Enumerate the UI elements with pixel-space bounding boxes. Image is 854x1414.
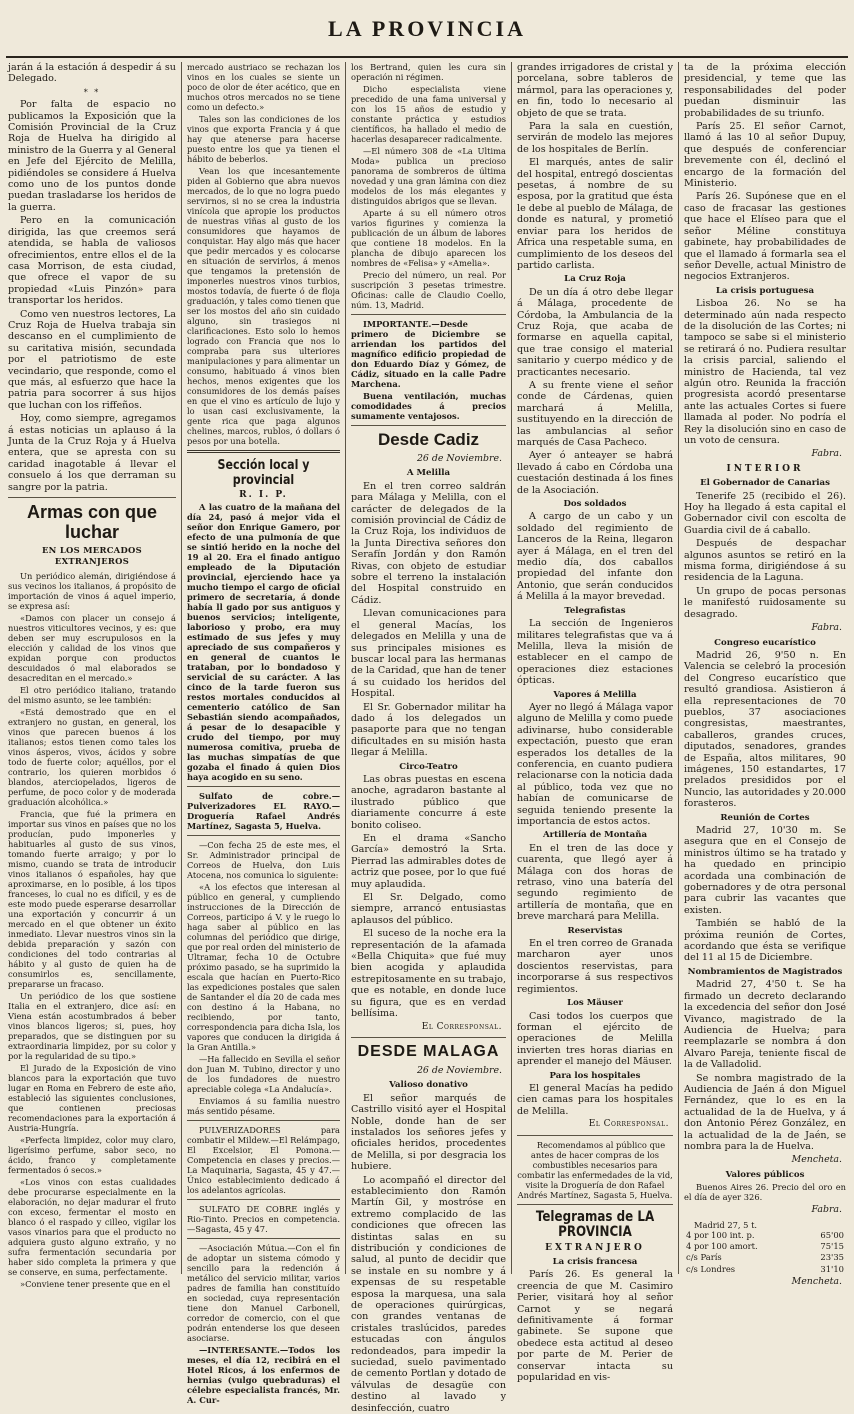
signature: Mencheta.	[791, 1276, 842, 1288]
section-rule	[187, 1238, 340, 1239]
article-text: Un periódico alemán, dirigiéndose á sus vecinos los italianos, á propósito de importación de vinos á aquel imperio, se expresa así:	[8, 570, 176, 611]
section-rule	[351, 1037, 506, 1038]
subhead-circo: Circo-Teatro	[399, 761, 458, 772]
article-text: «A los efectos que interesan al público en general, y cumpliendo instrucciones de la Dirección de Correos, participo á V. y le ruego lo haga saber al público en las columnas del periódico que dirige, que por real orden del ministerio de Ultramar, fecha 10 de Octubre próximo pasado, se ha suprimido la escala que hacían en Puerto-Rico las expediciones postales que salen de Santander el día 20 de cada mes con destino á la Habana, no recibiendo, por tanto, correspondencia para dicha Isla, los vapores que conducen la dirigida á la Gran Antilla.»	[187, 882, 340, 1052]
article-text: Ayer ó anteayer se habrá llevado á cabo en Córdoba una cuestación destinada á los fines de la Asociación.	[517, 450, 673, 496]
advert-drogueria: Recomendamos al público que antes de hacer compras de los combustibles necesarios para combatir las enfermedades de la vid, visite la Droguería de don Rafael Andrés Martínez, Sagasta 5, Huelva.	[517, 1139, 673, 1200]
article-text: «Damos con placer un consejo á nuestros viticultores vecinos, y es: que deben ser muy escrupulosos en la elección y calidad de los vinos que expidan porque con productos descuidados ó mal elaborados se desacreditan en el mercado.»	[8, 612, 176, 683]
article-text: Tenerife 25 (recibido el 26). Hoy ha llegado á esta capital el Gobernador civil con escolta de Guardia civil de á caballo.	[684, 490, 846, 536]
article-text: Las obras puestas en escena anoche, agradaron bastante al ilustrado público que diariamente concurre á este bonito coliseo.	[351, 773, 506, 831]
article-text: —INTERESANTE.—Todos los meses, el día 12, recibirá en el Hotel Ricos, á los enfermos de hernias (vulgo quebraduras) el célebre especialista francés, Mr. A. Cur-	[187, 1345, 340, 1405]
signature: Fabra.	[811, 1204, 842, 1216]
article-text: El suceso de la noche era la representación de la afamada «Bella Chiquita» que fué muy bien acogida y aplaudida estrepitosamente en su trabajo, que es notable, en donde luce su figura, que es en verdad bellísima.	[351, 928, 506, 1020]
article-text: jarán á la estación á despedir á su Delegado.	[8, 62, 176, 85]
section-rule	[351, 314, 506, 315]
quote-row	[684, 1264, 846, 1275]
quotes-table	[684, 1230, 846, 1276]
article-text: «Está demostrado que en el extranjero no gustan, en general, los vinos que parecen buenos á los italianos; estos tienen como tales los vinos ásperos, vivos, ácidos y sobre todo de fuerte color; aquéllos, por el contrario, los quieren morbidos ó blandos, aterciopelados, ligeros de perfume, de poco color y de moderada graduación alcohólica.»	[8, 706, 176, 807]
article-text: Un periódico de los que sostiene Italia en el extranjero, dice así: en Viena están acostumbrados á beber vinos blancos ligeros; si, pues, hoy preparados, que se distinguen por su extraordinaria limpidez, por su color y por la regularidad de su tipo.»	[8, 990, 176, 1061]
article-text: —Con fecha 25 de este mes, el Sr. Administrador principal de Correos de Huelva, don Luis Atocena, nos comunica lo siguiente:	[187, 840, 340, 880]
article-text: A su frente viene el señor conde de Cárdenas, quien marchará á Melilla, sustituyendo en la dirección de las ambulancias al señor marqués de Casa Pacheco.	[517, 379, 673, 448]
article-text: —El número 308 de «La Ultima Moda» publica un precioso panorama de sombreros de última novedad y una gran lámina con diez modelos de los más elegantes y distinguidos abrigos que se llevan.	[351, 146, 506, 206]
column-divider	[511, 62, 512, 1274]
article-text: El Jurado de la Exposición de vino blancos para la exportación que tuvo lugar en Roma en Febrero de este año, estableció las siguientes conclusiones, que contienen preciosas recomendaciones para la exportación á Austria-Hungría.	[8, 1062, 176, 1133]
article-text: Casi todos los cuerpos que forman el ejército de operaciones de Melilla invierten tres horas diarias en aprender el manejo del Mäuser.	[517, 1010, 673, 1068]
article-text: El Sr. Gobernador militar ha dado á los delegados un pasaporte para que no tengan dificultades en su misión hasta llegar á Melilla.	[351, 701, 506, 759]
article-text: Francia, que fué la primera en importar sus vinos en países que no los producían, pudo imponerles y habituarles al gusto de sus vinos, tomando fuerte arraigo; y por lo mismo, cuando se trata de introducir vinos italianos ó españoles, hay que aproximarse, en lo posible, á los tipos franceses, lo cual no es difícil, y es de este modo puede esperarse desarrollar una exportación y concurrir á un mercado en el que obtener un éxito inmediato. Llevar nuestros vinos sin la debida preparación y sazón con condiciones del todo contrarias al hábito y al gusto de quien ha de consumirlos es, sencillamente, prepararse un fracaso.	[8, 808, 176, 989]
article-text: Dicho especialista viene precedido de una fama universal y con los 15 años de estudio y constante práctica y estudios científicos, ha hallado el medio de hacerlas desaparecer radicalmente.	[351, 84, 506, 144]
quote-label: c/s París	[686, 1252, 722, 1263]
article-text: El Sr. Delgado, como siempre, arrancó entusiastas aplausos del público.	[351, 892, 506, 926]
section-extranjero: EXTRANJERO	[545, 1242, 645, 1253]
article-text: Después de despachar algunos asuntos se retiró en la misma forma, dirigiéndose á su residencia de la Laguna.	[684, 538, 846, 584]
headline-desde-malaga: DESDE MALAGA	[357, 1042, 500, 1060]
page-title: LA PROVINCIA	[328, 16, 526, 41]
article-text: ta de la próxima elección presidencial, y teme que las responsabilidades del poder puedan disminuir las probabilidades de su triunfo.	[684, 62, 846, 119]
quote-label: c/s Londres	[686, 1263, 736, 1274]
article-text: Llevan comunicaciones para el general Macías, los delegados en Melilla y una de sus principales misiones es buscar local para las hermanas de la Caridad, que han de tener á su cuidado los heridos del Hospital.	[351, 608, 506, 700]
section-rule	[517, 1204, 673, 1205]
masthead	[0, 8, 854, 50]
subhead-nombramientos: Nombramientos de Magistrados	[687, 966, 843, 977]
article-text: El señor marqués de Castrillo visitó ayer el Hospital Noble, donde han de ser instalados los señores jefes y oficiales heridos, procedentes de Melilla, si por desgracia los hubiere.	[351, 1092, 506, 1173]
quote-value: 75'15	[820, 1241, 844, 1251]
article-text: Para la sala en cuestión, servirán de modelo las mejores de los hospitales de Berlín.	[517, 121, 673, 155]
section-rule	[187, 1199, 340, 1200]
subhead-donativo: Valioso donativo	[389, 1080, 468, 1091]
article-text: El general Macías ha pedido cien camas para los hospitales de Melilla.	[517, 1082, 673, 1117]
signature: Fabra.	[811, 622, 842, 634]
article-text: Lisboa 26. No se ha determinado aún nada respecto de la disolución de las Cortes; ni tampoco se sabe si el ministerio se retirará ó no. Pudiera resultar la crisis parcial, saliendo el ministro de Hacienda, tal vez algún otro. Reunida la fracción progresista acordó presentarse ante las actuales Cortes si fuere llamada al poder. No podría el Rey la disolución sino en caso de un voto de censura.	[684, 298, 846, 446]
section-rule	[187, 786, 340, 787]
section-rule	[187, 1120, 340, 1121]
quote-row	[684, 1241, 846, 1252]
column-2	[187, 62, 340, 1405]
rip-heading: R. I. P.	[239, 490, 288, 500]
article-text: «Los vinos con estas cualidades debe procurarse especialmente en la elaboración, no dejar madurar el fruto con exceso, fermentar el mosto en blanco ó el raspado y cilleo, vigilar los vasos vinarios para que el producto no adquiera gusto alguno extraño, y no sufra fermentación secundaria por haber sido completa la primera y que se conserve, en suma, perfectamente.	[8, 1176, 176, 1277]
article-text: Madrid 27, 4'50 t. Se ha firmado un decreto declarando la excedencia del señor don José Vivanco, magistrado de la Audiencia de Huelva; para reemplazarle se nombra á don Alvaro Pareja, teniente fiscal de la de Valladolid.	[684, 979, 846, 1071]
article-text: —Ha fallecido en Sevilla el señor don Juan M. Tubino, director y uno de los fundadores de nuestro apreciable colega «La Andalucía».	[187, 1054, 340, 1094]
dateline: 26 de Noviembre.	[416, 1064, 502, 1076]
section-rule	[517, 1135, 673, 1136]
fx-header: Madrid 27, 5 t.	[694, 1219, 758, 1230]
subhead-congreso: Congreso eucarístico	[714, 637, 816, 648]
section-rule	[187, 450, 340, 453]
article-text: grandes irrigadores de cristal y porcelana, sobre tableros de mármol, para las operaciones y, en fin, todo lo necesario al objeto de que se trata.	[517, 62, 673, 119]
quote-value: 65'00	[820, 1229, 844, 1240]
signature: El Corresponsal.	[421, 1021, 502, 1032]
article-text: A cargo de un cabo y un soldado del regimiento de Lanceros de la Reina, llegaron ayer á Málaga, en el tren del medio día, dos caballos propiedad del infante don Antonio, que serán conducidos á Melilla á la mayor brevedad.	[517, 511, 673, 603]
article-text: En el tren correo saldrán para Málaga y Melilla, con el carácter de delegados de la comisión provincial de Cádiz de la Cruz Roja, los individuos de la Junta Directiva señores don Serafín Jordán y don Ramón Rivas, con objeto de estudiar sobre el terreno la instalación del Hospital construido en Cádiz.	[351, 480, 506, 606]
subhead-vapores: Vapores á Melilla	[553, 689, 637, 700]
article-text: Buenos Aires 26. Precio del oro en el día de ayer 326.	[684, 1182, 846, 1203]
article-text: Ayer no llegó á Málaga vapor alguno de Melilla y como puede adivinarse, hubo considerable expectación, puesto que eran esperados los detalles de la conferencia, en cuanto pudiera relacionarse con la noticia dada al público, toda vez que no habían de comunicarse de seguida teniendo presente la importancia de estos actos.	[517, 701, 673, 827]
advert-importante: IMPORTANTE.—Desde primero de Diciembre se arriendan los partidos del magnífico edificio propiedad de don Eduardo Díaz y Gómez, de Cádiz, situado en la calle Padre Marchena.	[351, 319, 506, 389]
subhead-melilla: A Melilla	[406, 468, 451, 479]
article-text: De un día á otro debe llegar á Málaga, procedente de Córdoba, la Ambulancia de la Cruz Roja, que acaba de formarse en aquella capital, que trae consigo el material sanitario y cuerpo médico y de practicantes necesario.	[517, 286, 673, 378]
article-text: Como ven nuestros lectores, La Cruz Roja de Huelva trabaja sin descanso en el cumplimiento de su caritativa misión, secundada por el patriotismo de este vecindario, que responde, como el que más, al esfuerzo que hace la patria para socorrer á sus hijos que luchan con los riffeños.	[8, 308, 176, 411]
article-text: El marqués, antes de salir del hospital, entregó doscientas pesetas, á nombre de su esposa, por la gratitud que ésta le debe al pueblo de Málaga, de donde es natural, y prometió enviar para los heridos de Africa una respetable suma, en cumplimiento de los deseos del partido carlista.	[517, 157, 673, 271]
advert-ventilacion: Buena ventilación, muchas comodidades á precios sumamente ventajosos.	[351, 391, 506, 421]
subhead-hospitales: Para los hospitales	[549, 1070, 641, 1081]
article-text: Tales son las condiciones de los vinos que exporta Francia y á que hay que atenerse para hacerse puesto entre los que ya tienen el hábito de beberlos.	[187, 114, 340, 164]
article-text: «Perfecta limpidez, color muy claro, ligerísimo perfume, sabor seco, no ácido, franco y completamente fermentados ó secos.»	[8, 1134, 176, 1175]
article-text: A las cuatro de la mañana del día 24, pasó á mejor vida el señor don Enrique Gamero, por efecto de una pulmonía de que se sintió herido en la noche del 19 al 20. Era el finado antiguo empleado de la Diputación provincial, ejerciendo hace ya mucho tiempo el cargo de oficial primero de secretaría, á donde había ll gado por sus antiguos y buenos servicios; inteligente, laborioso y probo, era muy estimado de sus jefes y muy apreciado de sus compañeros y en general de cuantos le trataban, por lo bondadoso y servicial de su carácter. A las cinco de la tarde fueron sus restos mortales conducidos al cementerio católico de San Sebastián siendo acompañados, á pesar de lo desapacible y crudo del tiempo, por muy numerosa comitiva, prueba de las muchas simpatías de que gozaba el finado á quien Dios haya acogido en su seno.	[187, 502, 340, 782]
article-text: En el drama «Sancho García» demostró la Srta. Pierrad las admirables dotes de actriz que posee, por lo que fué muy aplaudida.	[351, 833, 506, 890]
article-text: Por falta de espacio no publicamos la Exposición que la Comisión Provincial de la Cruz Roja de Huelva ha dirigido al ministro de la Guerra y al General en Jefe del Ejército de Melilla, pidiéndoles se considere á Huelva como uno de los puntos donde puedan trasladarse los heridos de la guerra.	[8, 99, 176, 213]
advert-sulfato: Sulfato de cobre.—Pulverizadores EL RAYO.—Droguería Rafael Andrés Martínez, Sagasta 5, Huelva.	[187, 791, 340, 831]
signature: El Corresponsal.	[588, 1119, 669, 1130]
article-text: Madrid 27, 10'30 m. Se asegura que en el Consejo de ministros último se ha tratado y ha quedado en principio acordada una combinación de gobernadores y de otra personal para cubrir las vacantes que existen.	[684, 825, 846, 916]
quote-value: 31'10	[820, 1263, 844, 1274]
dateline: 26 de Noviembre.	[416, 453, 502, 464]
quote-value: 23'35	[820, 1252, 844, 1263]
subhead-reservistas: Reservistas	[567, 925, 623, 936]
advert-sulfato-ingles: SULFATO DE COBRE inglés y Rio-Tinto. Precios en competencia.—Sagasta, 45 y 47.	[187, 1204, 340, 1234]
quote-row	[684, 1230, 846, 1241]
headline-desde-cadiz: Desde Cadiz	[377, 430, 480, 449]
article-text: Precio del número, un real. Por suscripción 3 pesetas trimestre. Oficinas: calle de Claudio Coello, núm. 13, Madrid.	[351, 270, 506, 310]
article-text: Lo acompañó el director del establecimiento don Ramón Martín Gil, y mostróse en extremo complacido de las condiciones que ofrecen las distintas salas en su distribución y condiciones de salud, al punto de decidir que se instale en su nombre y á expensas de su respetable esposa la marquesa, una sala de operaciones quirúrgicas, con grandes ventanas de cristales traslúcidos, paredes estucadas con ángulos redondeados, para impedir la suciedad, suelo pavimentado de cemento Portlan y dotado de válvulas de desagüe con destino al lavado y desinfección, cuatro	[351, 1174, 506, 1414]
article-text: los Bertrand, quien les cura sin operación ni régimen.	[351, 62, 506, 82]
article-text: Un grupo de pocas personas le manifestó ruidosamente su desagrado.	[684, 585, 846, 620]
column-4	[517, 62, 673, 1384]
column-3	[351, 62, 506, 1414]
section-rule	[187, 835, 340, 836]
article-text: mercado austriaco se rechazan los vinos en los cuales se siente un poco de olor de éter acético, que en muchos otros mercados no se tiene como un defecto.»	[187, 62, 340, 112]
quote-label: 4 por 100 amort.	[686, 1241, 758, 1251]
quote-label: 4 por 100 int. p.	[686, 1229, 755, 1240]
headline-telegramas: Telegramas de LA PROVINCIA	[535, 1208, 655, 1240]
column-divider	[181, 62, 182, 1274]
article-text: »Conviene tener presente que en el	[20, 1278, 171, 1289]
subhead-crisis-portuguesa: La crisis portuguesa	[715, 285, 815, 296]
article-text: Enviamos á su familia nuestro más sentido pésame.	[187, 1096, 340, 1116]
headline-armas: Armas con que luchar	[26, 502, 158, 543]
subhead-soldados: Dos soldados	[563, 499, 627, 510]
ornament: * *	[83, 87, 101, 97]
section-rule	[351, 425, 506, 426]
subhead-mauser: Los Mäuser	[567, 998, 623, 1009]
subhead-valores: Valores públicos	[725, 1169, 805, 1180]
subhead-artilleria: Artillería de Montaña	[542, 830, 648, 841]
article-text: Pero en la comunicación dirigida, las que creemos será atendida, se habla de valiosos ofrecimientos, entre ellos el de la casa Morrison, de esta ciudad, que ofrece el vapor de su propiedad «Luis Pinzón» para transportar los heridos.	[8, 215, 176, 307]
signature: Fabra.	[811, 448, 842, 460]
column-1	[8, 62, 176, 1289]
advert-pulverizadores: PULVERIZADORES para combatir el Mildew.—El Relámpago, El Excelsior, El Pomona.—Competencia en clases y precios.—La Maquinaria, Sagasta, 45 y 47.—Único establecimiento dedicado á los adelantos agrícolas.	[187, 1125, 340, 1195]
article-text: Hoy, como siempre, agregamos á estas noticias un aplauso á la Junta de la Cruz Roja y á Huelva entera, que se apresta con su caridad inagotable á llevar el consuelo á los que derraman su sangre por la patria.	[8, 413, 176, 493]
column-divider	[678, 62, 679, 1274]
section-interior: INTERIOR	[726, 463, 804, 474]
article-text: Aparte á su ell número otros varios figurines y comienza la publicación de un álbum de labores que contiene 18 modelos. En la plancha de dibujo aparecen los nombres de «Felisa» y «Amelia».	[351, 208, 506, 268]
article-text: Se nombra magistrado de la Audiencia de Jaén á don Miguel Fernández, que lo es en la actualidad de la de Huelva, y á don Antonio Pérez González, en la actualidad de la de Jaén, se nombra para la de Huelva.	[684, 1072, 846, 1152]
subhead-canarias: El Gobernador de Canarias	[700, 478, 830, 489]
article-text: El otro periódico italiano, tratando del mismo asunto, se lee también:	[8, 684, 176, 705]
article-text: —Asociación Mútua.—Con el fin de adoptar un sistema cómodo y sencillo para la redención á metálico del servicio militar, varios padres de familia han constituído en sociedad, cuya representación tiene don Manuel Carbonell, corredor de comercio, con el que podrán entenderse los que deseen asociarse.	[187, 1243, 340, 1343]
article-text: París 25. El señor Carnot, llamó á las 10 al señor Dupuy, que después de conferenciar brevemente con él, declinó el encargo de la formación del Ministerio.	[684, 121, 846, 190]
subheadline-mercados: EN LOS MERCADOS EXTRANJEROS	[42, 545, 142, 567]
subhead-reunion-cortes: Reunión de Cortes	[720, 812, 810, 823]
article-text: También se habló de la próxima reunión de Cortes, acordando que ésta se verifique del 11 al 15 de Diciembre.	[684, 918, 846, 964]
article-text: En el tren de las doce y cuarenta, que llegó ayer á Málaga con dos horas de retraso, vino una batería del segundo regimiento de artillería de montaña, que en breve marchará para Melilla.	[517, 842, 673, 923]
article-text: La sección de Ingenieros militares telegrafistas que va á Melilla, lleva la misión de establecer en el campo de operaciones diez estaciones ópticas.	[517, 618, 673, 687]
article-text: En el tren correo de Granada marcharon ayer unos doscientos reservistas, para incorporarse á sus respectivos regimientos.	[517, 938, 673, 995]
article-text: Vean los que incesantemente piden al Gobierno que abra nuevos mercados, de lo que no logra puedo servirnos, si no se crea la industria vinícola que apropie los productos de nuestras viñas al gusto de los consumidores que hayamos de conquistar. Hay algo más que hacer que pedir mercados y es colocarse en situación de servirlos, á menos que tengamos la pretensión de imponerles nuestros vinos turbios, mostos todavía, de fuerte ó de floja graduación, y tales como tienen que ser los mostos del año sin cuidado alguno, sin trasiegos ni clarificaciones. Esto solo lo hemos logrado con Francia que nos lo compraba para sus ulteriores manipulaciones y para alimentar un consumo, habituado á vinos bien hechos, menos exigentes que los consumidores de los demás países en que el vino es artículo de lujo y lo usan casi exclusivamente, la gente rica que paga algunos chelines, marcos, rublos, ó dollars ó pesos por una botella.	[187, 166, 340, 446]
subhead-cruz-roja: La Cruz Roja	[564, 274, 626, 285]
column-5	[684, 62, 846, 1288]
section-rule	[8, 497, 176, 498]
subhead-telegrafistas: Telegrafistas	[564, 605, 626, 616]
article-text: París 26. Es general la creencia de que M. Casimiro Perier, visitará hoy al señor Carnot y se negará definitivamente á formar gabinete. Se supone que obedece esta actitud al deseo por parte de M. Perier de conservar intacta su popularidad en vis-	[517, 1269, 673, 1384]
subhead-crisis-francesa: La crisis francesa	[552, 1256, 638, 1267]
article-text: París 26. Supónese que en el caso de fracasar las gestiones que hace el Elíseo para que el señor Méline constituya gabinete, hay probabilidades de que el llamado á formarla sea el señor Develle, actual Ministro de negocios Extranjeros.	[684, 191, 846, 283]
article-text: Madrid 26, 9'50 n. En Valencia se celebró la procesión del Congreso eucarístico que resultó grandiosa. Asistieron á ella representaciones de 70 pueblos, 37 asociaciones congresistas, maestrantes, caballeros, grandes cruces, diputados, senadores, grandes de España, altos militares, 90 imágenes, 150 estandartes, 17 prelados presididos por el Nuncio, las autoridades y 20.000 forasteros.	[684, 649, 846, 810]
quote-row	[684, 1252, 846, 1263]
column-divider	[345, 62, 346, 1274]
masthead-rule	[6, 56, 848, 58]
signature: Mencheta.	[791, 1154, 842, 1166]
headline-seccion-local: Sección local y provincial	[217, 458, 310, 488]
